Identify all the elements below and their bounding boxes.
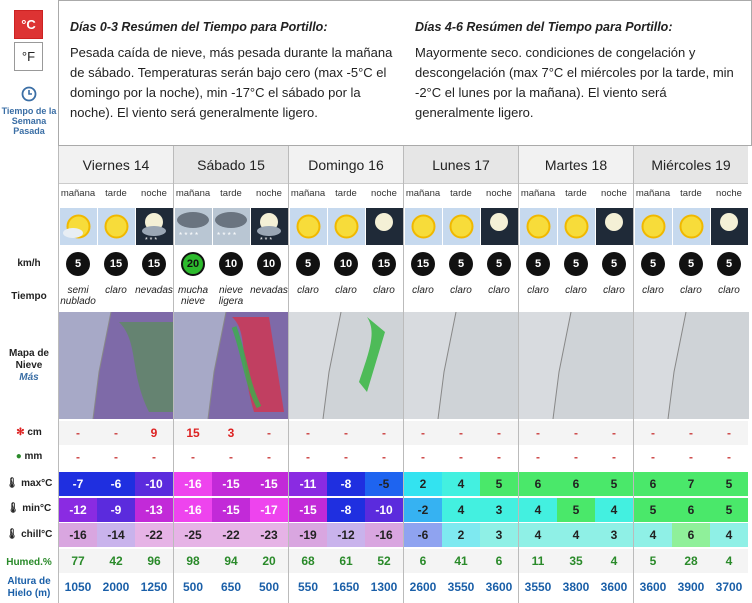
wind-arrow-icon: 10 [257,252,281,276]
summary-title: Días 4-6 Resúmen del Tiempo para Portillo: [415,20,673,34]
min-temp-text: min°C [22,503,52,514]
snow-cell: 15 [174,421,212,445]
snow-cell: - [327,421,365,445]
chill-cell: -14 [97,523,135,547]
min-cell: 4 [595,498,633,522]
hum-cell: 20 [250,549,288,573]
chill-cell: -19 [289,523,327,547]
weather-description: nieve ligera [218,285,244,307]
snow-cell: - [442,421,480,445]
snow-cell: - [404,421,442,445]
weather-label: Tiempo [11,291,47,302]
weather-description: semi nublado [60,285,96,307]
max-cell: -15 [212,472,250,496]
snow-map-thumbnail[interactable] [174,312,289,419]
snow-cell: - [289,421,327,445]
weather-description: claro [603,285,625,296]
chill-cell: -16 [59,523,97,547]
max-cell: 5 [595,472,633,496]
hum-cell: 11 [519,549,557,573]
chill-cell: -16 [365,523,403,547]
weather-description: claro [680,285,702,296]
svg-text:* * *: * * * [260,237,273,244]
day-column [173,146,288,603]
max-cell: -6 [97,472,135,496]
max-cell: 4 [442,472,480,496]
max-cell: 2 [404,472,442,496]
wind-arrow-icon: 15 [372,252,396,276]
wind-arrow-icon: 15 [104,252,128,276]
chill-cell: 4 [634,523,672,547]
wind-label: km/h [17,258,41,269]
max-temp-label [0,478,58,490]
weather-description: claro [527,285,549,296]
period-label: tarde [565,188,587,199]
snow-map-thumbnail[interactable] [59,312,174,419]
hum-cell: 6 [480,549,518,573]
weather-description: claro [297,285,319,296]
min-cell: 6 [672,498,710,522]
hum-cell: 35 [557,549,595,573]
frz-cell: 500 [174,575,212,599]
weather-description: claro [373,285,395,296]
hum-cell: 61 [327,549,365,573]
snow-cm-text: cm [27,427,42,438]
max-cell: 6 [634,472,672,496]
forecast-grid [58,146,752,603]
period-label: tarde [680,188,702,199]
summary-title: Días 0-3 Resúmen del Tiempo para Portillo: [70,20,328,34]
night-snow-icon [136,208,173,245]
chill-cell: -22 [212,523,250,547]
hum-cell: 4 [595,549,633,573]
max-cell: -8 [327,472,365,496]
weather-description: nevadas [135,285,173,296]
wind-arrow-icon: 15 [142,252,166,276]
hum-cell: 94 [212,549,250,573]
period-label: mañana [405,188,441,199]
wind-arrow-icon: 5 [66,252,90,276]
day-column [403,146,518,603]
thermometer-icon: 🌡 [5,529,19,540]
rain-cell: - [174,445,212,469]
day-column [633,146,748,603]
frz-cell: 650 [212,575,250,599]
snow-cell: - [672,421,710,445]
period-label: noche [601,188,627,199]
night-snow-icon [251,208,288,245]
weather-description: claro [642,285,664,296]
sun-icon [635,208,672,245]
max-cell: -7 [59,472,97,496]
freeze-level-label: Altura de Hielo (m) [7,576,51,599]
hum-cell: 96 [135,549,173,573]
wind-arrow-icon: 5 [717,252,741,276]
weather-description: claro [335,285,357,296]
min-cell: -8 [327,498,365,522]
partly-cloudy-icon [60,208,97,245]
rain-cell: - [519,445,557,469]
snow-cell: - [519,421,557,445]
snow-cell: - [710,421,748,445]
wind-arrow-icon: 5 [487,252,511,276]
chill-cell: 3 [480,523,518,547]
max-cell: 6 [519,472,557,496]
hum-cell: 28 [672,549,710,573]
period-label: mañana [635,188,671,199]
sun-icon [405,208,442,245]
min-cell: -15 [212,498,250,522]
snow-cell: - [59,421,97,445]
snow-cell: - [557,421,595,445]
chill-cell: -23 [250,523,288,547]
wind-arrow-icon: 5 [526,252,550,276]
max-cell: 5 [480,472,518,496]
day-header[interactable]: Domingo 16 [289,146,403,184]
snow-cell: 9 [135,421,173,445]
rain-cell: - [135,445,173,469]
sun-icon [328,208,365,245]
min-cell: 5 [557,498,595,522]
fahrenheit-button[interactable]: °F [14,42,43,71]
max-cell: -16 [174,472,212,496]
left-labels [0,0,58,603]
weather-description: claro [412,285,434,296]
rain-cell: - [672,445,710,469]
chill-cell: 6 [672,523,710,547]
hum-cell: 6 [404,549,442,573]
svg-text:* * * *: * * * * [217,231,237,240]
rain-cell: - [97,445,135,469]
heavy-snow-icon [175,208,212,245]
max-cell: 6 [557,472,595,496]
weather-description: claro [105,285,127,296]
chill-cell: -25 [174,523,212,547]
period-label: tarde [335,188,357,199]
frz-cell: 2600 [404,575,442,599]
humidity-label: Humed.% [6,557,52,568]
snow-map-more-link[interactable]: Más [19,372,39,383]
rain-cell: - [480,445,518,469]
chill-text: chill°C [21,529,53,540]
min-cell: -13 [135,498,173,522]
weather-description: claro [718,285,740,296]
thermometer-icon: 🌡 [5,478,19,489]
clock-icon [21,86,37,102]
moon-icon [481,208,518,245]
wind-arrow-icon: 15 [411,252,435,276]
period-label: tarde [220,188,242,199]
thermometer-icon: 🌡 [6,503,20,514]
rain-cell: - [595,445,633,469]
day-header[interactable]: Lunes 17 [404,146,518,184]
hum-cell: 4 [710,549,748,573]
rain-mm-text: mm [24,451,43,462]
moon-icon [366,208,403,245]
day-header[interactable]: Martes 18 [519,146,633,184]
sun-icon [558,208,595,245]
snow-cell: 3 [212,421,250,445]
snow-cell: - [595,421,633,445]
hum-cell: 5 [634,549,672,573]
summary-days-4-6 [415,19,740,123]
snow-map-title: Mapa de Nieve [8,348,49,371]
max-cell: -5 [365,472,403,496]
rain-mm-label [0,451,58,463]
day-header[interactable]: Viernes 14 [59,146,173,184]
min-cell: -2 [404,498,442,522]
max-cell: 7 [672,472,710,496]
frz-cell: 3600 [480,575,518,599]
snow-map-thumbnail[interactable] [289,312,404,419]
snow-map-thumbnail[interactable] [404,312,519,419]
forecast-summary [58,0,752,146]
wind-arrow-icon: 20 [181,252,205,276]
chill-cell: 3 [595,523,633,547]
rain-cell: - [442,445,480,469]
day-header[interactable]: Sábado 15 [174,146,288,184]
sun-icon [520,208,557,245]
snow-map-label[interactable] [0,348,58,384]
chill-cell: 4 [519,523,557,547]
min-cell: 5 [710,498,748,522]
rain-cell: - [250,445,288,469]
frz-cell: 3800 [557,575,595,599]
min-cell: -16 [174,498,212,522]
max-cell: -10 [135,472,173,496]
frz-cell: 3600 [595,575,633,599]
sun-icon [290,208,327,245]
chill-cell: 4 [710,523,748,547]
frz-cell: 1250 [135,575,173,599]
celsius-button[interactable]: °C [14,10,43,39]
min-cell: -15 [289,498,327,522]
wind-arrow-icon: 10 [334,252,358,276]
snowflake-icon: ✻ [16,427,25,438]
chill-cell: -6 [404,523,442,547]
hum-cell: 41 [442,549,480,573]
frz-cell: 3600 [634,575,672,599]
frz-cell: 3550 [519,575,557,599]
day-column [288,146,403,603]
hum-cell: 42 [97,549,135,573]
rain-cell: - [404,445,442,469]
summary-text: Pesada caída de nieve, más pesada durante la mañana de sábado. Temperaturas serán bajo cero (max -5°C el domingo por la noche), min -17°C el sábado por la noche). El viento será generalmente ligero. [70,45,393,120]
min-cell: -9 [97,498,135,522]
weather-description: claro [565,285,587,296]
rain-cell: - [212,445,250,469]
frz-cell: 3900 [672,575,710,599]
sun-icon [443,208,480,245]
wind-arrow-icon: 5 [679,252,703,276]
period-label: tarde [105,188,127,199]
period-label: noche [141,188,167,199]
hum-cell: 52 [365,549,403,573]
rain-cell: - [710,445,748,469]
period-label: mañana [60,188,96,199]
wind-arrow-icon: 5 [296,252,320,276]
period-label: noche [486,188,512,199]
svg-text:* * * *: * * * * [179,231,199,240]
hum-cell: 77 [59,549,97,573]
snow-map-thumbnail[interactable] [634,312,749,419]
frz-cell: 550 [289,575,327,599]
weather-description: nevadas [250,285,288,296]
rain-cell: - [327,445,365,469]
chill-label [0,529,58,541]
wind-arrow-icon: 5 [641,252,665,276]
min-cell: 4 [519,498,557,522]
past-week-label: Tiempo de la Semana Pasada [1,106,57,136]
moon-icon [596,208,633,245]
chill-cell: 4 [557,523,595,547]
min-cell: -10 [365,498,403,522]
day-header[interactable]: Miércoles 19 [634,146,748,184]
max-cell: -11 [289,472,327,496]
summary-days-0-3 [70,19,395,123]
snow-map-thumbnail[interactable] [519,312,634,419]
frz-cell: 3550 [442,575,480,599]
snow-cm-label [0,427,58,439]
period-label: tarde [450,188,472,199]
summary-text: Mayormente seco. condiciones de congelación y descongelación (max 7°C el miércoles por la tarde, min -2°C el lunes por la mañana). El viento será generalmente ligero. [415,45,734,120]
hum-cell: 98 [174,549,212,573]
min-cell: 4 [442,498,480,522]
min-cell: 5 [634,498,672,522]
frz-cell: 1050 [59,575,97,599]
weather-description: claro [488,285,510,296]
moon-icon [711,208,748,245]
wind-arrow-icon: 5 [449,252,473,276]
hum-cell: 68 [289,549,327,573]
rain-cell: - [289,445,327,469]
weather-description: mucha nieve [177,285,208,307]
frz-cell: 2000 [97,575,135,599]
period-label: noche [256,188,282,199]
cloud-snow-icon [213,208,250,245]
svg-text:* * *: * * * [145,237,158,244]
snow-cell: - [250,421,288,445]
period-label: mañana [175,188,211,199]
period-label: mañana [290,188,326,199]
snow-cell: - [634,421,672,445]
wind-arrow-icon: 5 [602,252,626,276]
past-week-link[interactable] [0,86,58,136]
snow-cell: - [480,421,518,445]
frz-cell: 1300 [365,575,403,599]
min-cell: -17 [250,498,288,522]
frz-cell: 1650 [327,575,365,599]
chill-cell: -22 [135,523,173,547]
max-temp-text: max°C [21,478,53,489]
sun-icon [98,208,135,245]
min-temp-label [0,503,58,515]
rain-cell: - [59,445,97,469]
wind-arrow-icon: 5 [564,252,588,276]
min-cell: -12 [59,498,97,522]
period-label: noche [716,188,742,199]
max-cell: 5 [710,472,748,496]
day-column [58,146,173,603]
chill-cell: -12 [327,523,365,547]
sun-icon [673,208,710,245]
max-cell: -15 [250,472,288,496]
rain-cell: - [634,445,672,469]
rain-cell: - [557,445,595,469]
period-label: noche [371,188,397,199]
min-cell: 3 [480,498,518,522]
chill-cell: 2 [442,523,480,547]
frz-cell: 3700 [710,575,748,599]
snow-cell: - [365,421,403,445]
day-column [518,146,633,603]
raindrop-icon: ● [15,451,22,462]
frz-cell: 500 [250,575,288,599]
period-label: mañana [520,188,556,199]
rain-cell: - [365,445,403,469]
weather-description: claro [450,285,472,296]
snow-cell: - [97,421,135,445]
wind-arrow-icon: 10 [219,252,243,276]
